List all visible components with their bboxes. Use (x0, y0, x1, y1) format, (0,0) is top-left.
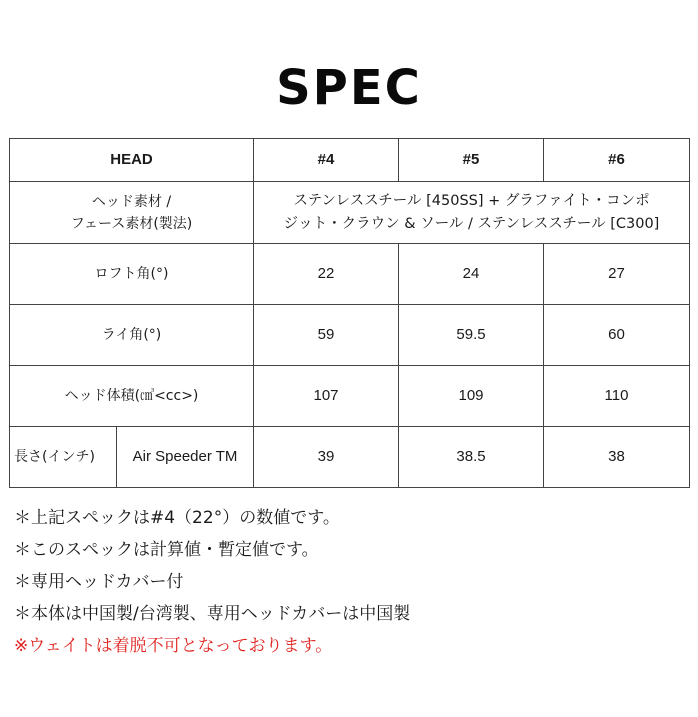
loft-value-6: 27 (544, 244, 690, 305)
header-col-5: #5 (399, 139, 544, 182)
material-value (254, 182, 690, 244)
note-item: ＊本体は中国製/台湾製、専用ヘッドカバーは中国製 (14, 604, 411, 624)
header-col-4: #4 (254, 139, 399, 182)
length-value-4: 39 (254, 427, 399, 488)
material-label (10, 182, 254, 244)
length-value-5: 38.5 (399, 427, 544, 488)
notes (14, 502, 694, 662)
length-value-6: 38 (544, 427, 690, 488)
material-label-line2: フェース素材(製法) (70, 215, 193, 232)
note-item: ＊このスペックは計算値・暫定値です。 (14, 540, 319, 560)
material-value-line1: ステンレススチール [450SS] + グラファイト・コンポ (293, 192, 650, 209)
volume-label: ヘッド体積(㎤<cc>) (10, 366, 254, 427)
length-shaft: Air Speeder TM (117, 427, 254, 488)
lie-row (10, 305, 690, 366)
note-item: ＊上記スペックは#4（22°）の数値です。 (14, 508, 340, 528)
material-value-line2: ジット・クラウン & ソール / ステンレススチール [C300] (283, 215, 660, 232)
loft-label: ロフト角(°) (10, 244, 254, 305)
header-col-6: #6 (544, 139, 690, 182)
note-item: ＊専用ヘッドカバー付 (14, 572, 184, 592)
spec-table (9, 138, 690, 488)
page-title: SPEC (276, 60, 422, 116)
loft-row (10, 244, 690, 305)
header-row (10, 139, 690, 182)
lie-value-5: 59.5 (399, 305, 544, 366)
volume-value-5: 109 (399, 366, 544, 427)
loft-value-4: 22 (254, 244, 399, 305)
loft-value-5: 24 (399, 244, 544, 305)
length-label: 長さ(インチ) (10, 427, 117, 488)
length-row (10, 427, 690, 488)
volume-value-4: 107 (254, 366, 399, 427)
lie-label: ライ角(°) (10, 305, 254, 366)
lie-value-4: 59 (254, 305, 399, 366)
material-row (10, 182, 690, 244)
weight-warning: ※ウェイトは着脱不可となっております。 (14, 636, 333, 656)
header-head: HEAD (10, 139, 254, 182)
volume-value-6: 110 (544, 366, 690, 427)
lie-value-6: 60 (544, 305, 690, 366)
material-label-line1: ヘッド素材 / (91, 193, 172, 210)
volume-row (10, 366, 690, 427)
